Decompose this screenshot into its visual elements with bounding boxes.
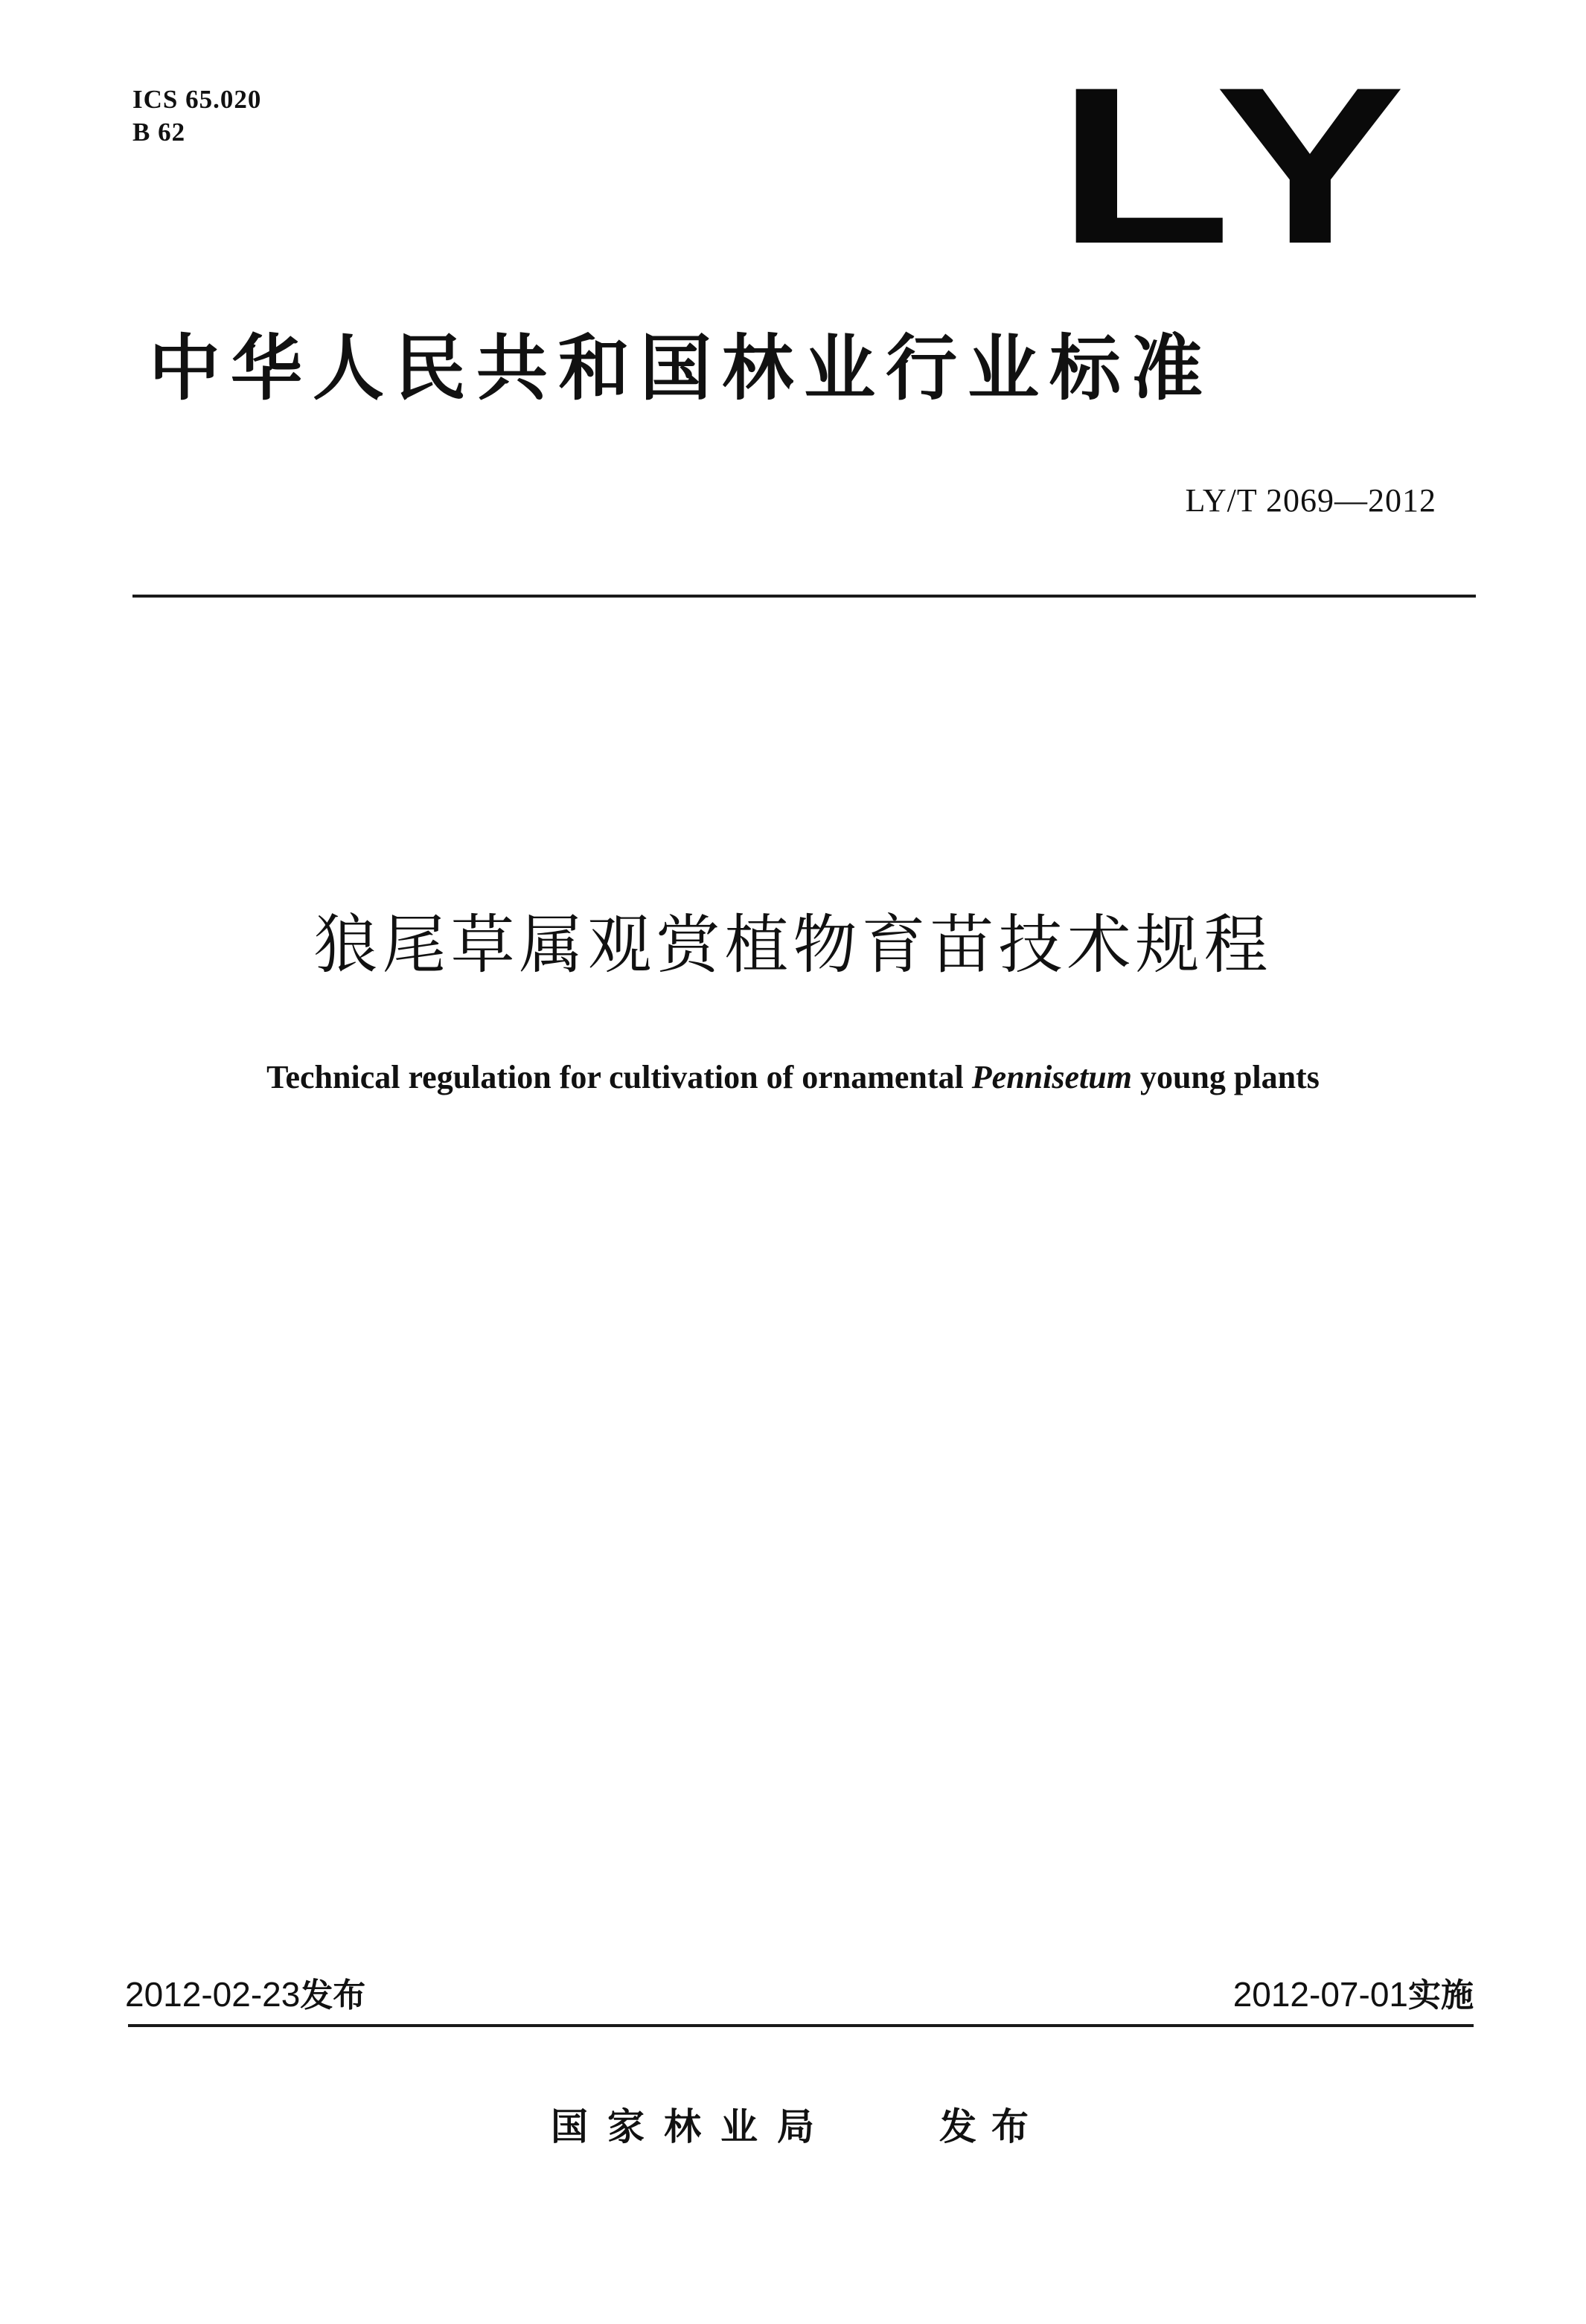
effective-date-line [1042, 1972, 1474, 2018]
document-title-en [0, 1055, 1586, 1100]
publish-label: 发布 [939, 2105, 1043, 2148]
title-en-genus: Pennisetum [971, 1059, 1132, 1095]
ics-code: ICS 65.020 [132, 85, 262, 114]
classification-codes [132, 83, 261, 149]
effective-date: 2012-07-01 [1232, 1975, 1408, 2014]
issue-date-line [125, 1972, 365, 2018]
title-en-suffix: young plants [1131, 1059, 1320, 1095]
bottom-divider [128, 2024, 1474, 2027]
ccs-code: B 62 [132, 118, 186, 147]
title-en-prefix: Technical regulation for cultivation of ornamental [266, 1059, 972, 1095]
publisher-name: 国家林业局 [551, 2105, 834, 2148]
standard-title: 中华人民共和国林业行业标准 [149, 327, 1213, 410]
document-title-cn: 狼尾草属观赏植物育苗技术规程 [313, 908, 1273, 982]
ly-logo: LY [1057, 40, 1416, 290]
effective-label: 实施 [1408, 1976, 1474, 2014]
issue-label: 发布 [300, 1976, 366, 2014]
issue-date: 2012-02-23 [125, 1975, 301, 2014]
top-divider [132, 595, 1476, 598]
standard-code: LY/T 2069—2012 [1185, 482, 1436, 519]
